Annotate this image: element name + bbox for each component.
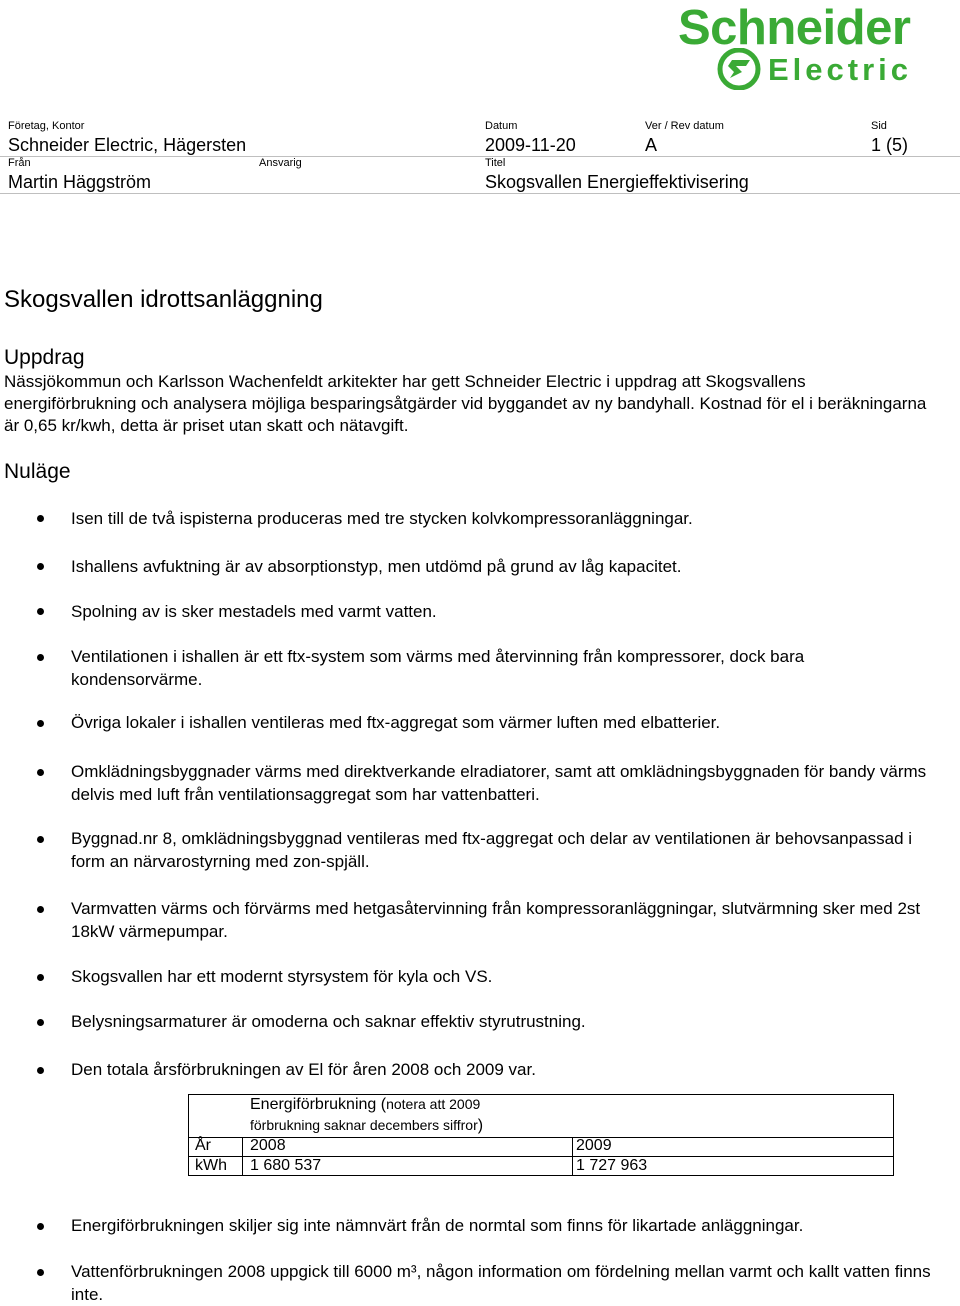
company-value: Schneider Electric, Hägersten [8,135,247,155]
bullet-item: Spolning av is sker mestadels med varmt vatten. [71,602,437,621]
logo-wordmark-electric: Electric [768,52,913,87]
bullet-dot [37,1269,44,1276]
responsible-label: Ansvarig [259,157,302,169]
table-cell: År [195,1137,211,1154]
from-label: Från [8,157,31,169]
table-cell: 2008 [250,1137,286,1154]
bullet-item: Belysningsarmaturer är omoderna och saknar effektiv styrutrustning. [71,1012,586,1031]
table-caption-note2: förbrukning saknar decembers siffror [250,1117,478,1133]
company-label: Företag, Kontor [8,120,85,132]
bullet-item: Varmvatten värms och förvärms med hetgasåtervinning från kompressoranläggningar, slutvärmning sker med 2st 18kW värmepumpar. [71,899,921,941]
revision-value: A [645,135,658,155]
bullet-dot [37,836,44,843]
bullet-dot [37,515,44,522]
bullet-item: Ventilationen i ishallen är ett ftx-system som värms med återvinning från kompressorer, dock bara kondensorvärme. [71,647,805,689]
section-text-uppdrag: Nässjökommun och Karlsson Wachenfeldt arkitekter har gett Schneider Electric i uppdrag att Skogsvallens energiförbrukning och analysera möjliga besparingsåtgärder vid byggandet av ny bandyhall. Kostnad för el i beräkningarna är 0,65 kr/kwh, detta är priset utan skatt och nätavgift. [4,372,927,435]
bullet-dot [37,1067,44,1074]
table-cell: 2009 [576,1137,612,1154]
bullet-item: Ishallens avfuktning är av absorptionstyp, men utdömd på grund av låg kapacitet. [71,557,682,576]
energy-consumption-table [188,1094,894,1176]
logo-wordmark-schneider: Schneider [678,1,911,55]
table-cell: kWh [195,1157,227,1174]
table-caption-main: Energiförbrukning ( [250,1096,387,1113]
bullet-item: Energiförbrukningen skiljer sig inte nämnvärt från de normtal som finns för likartade anläggningar. [71,1216,804,1235]
electric-swoosh-icon [716,48,762,90]
document-title: Skogsvallen idrottsanläggning [4,286,323,313]
bullet-dot [37,906,44,913]
bullet-dot [37,1019,44,1026]
bullet-item: Skogsvallen har ett modernt styrsystem för kyla och VS. [71,967,493,986]
date-label: Datum [485,120,518,132]
bullet-item: Vattenförbrukningen 2008 uppgick till 6000 m³, någon information om fördelning mellan varmt och kallt vatten finns inte. [71,1262,931,1304]
bullet-item: Byggnad.nr 8, omklädningsbyggnad ventileras med ftx-aggregat och delar av ventilationen är behovsanpassad i form an närvarostyrning med zon-spjäll. [71,829,913,871]
table-caption-note-line2 [250,1117,483,1135]
bullet-dot [37,563,44,570]
bullet-item: Övriga lokaler i ishallen ventileras med ftx-aggregat som värmer luften med elbatterier. [71,713,721,732]
header-divider-2 [0,193,960,194]
bullet-dot [37,1223,44,1230]
table-cell: 1 680 537 [250,1157,322,1174]
page-number: 1 (5) [871,135,909,155]
table-cell: 1 727 963 [576,1157,648,1174]
revision-label: Ver / Rev datum [645,120,724,132]
table-col-divider [572,1137,573,1176]
table-col-divider [242,1137,243,1176]
section-heading-nulage: Nuläge [4,460,71,483]
company-logo [676,1,948,90]
table-row-divider [189,1137,893,1138]
date-value: 2009-11-20 [485,135,576,155]
table-caption-note: notera att 2009 [386,1096,481,1112]
bullet-dot [37,769,44,776]
title-value: Skogsvallen Energieffektivisering [485,172,749,192]
bullet-dot [37,720,44,727]
page-label: Sid [871,120,887,132]
bullet-dot [37,608,44,615]
bullet-dot [37,654,44,661]
header-divider-1 [0,156,960,157]
section-heading-uppdrag: Uppdrag [4,346,85,369]
bullet-item: Den totala årsförbrukningen av El för åren 2008 och 2009 var. [71,1060,536,1079]
from-value: Martin Häggström [8,172,152,192]
bullet-dot [37,974,44,981]
table-caption-close: ) [477,1117,484,1134]
table-caption [250,1096,480,1114]
bullet-item: Omklädningsbyggnader värms med direktverkande elradiatorer, samt att omklädningsbyggnaden för bandy värms delvis med luft från ventilationsaggregat som har vattenbatteri. [71,762,927,804]
bullet-item: Isen till de två ispisterna produceras med tre stycken kolvkompressoranläggningar. [71,509,693,528]
title-label: Titel [485,157,506,169]
